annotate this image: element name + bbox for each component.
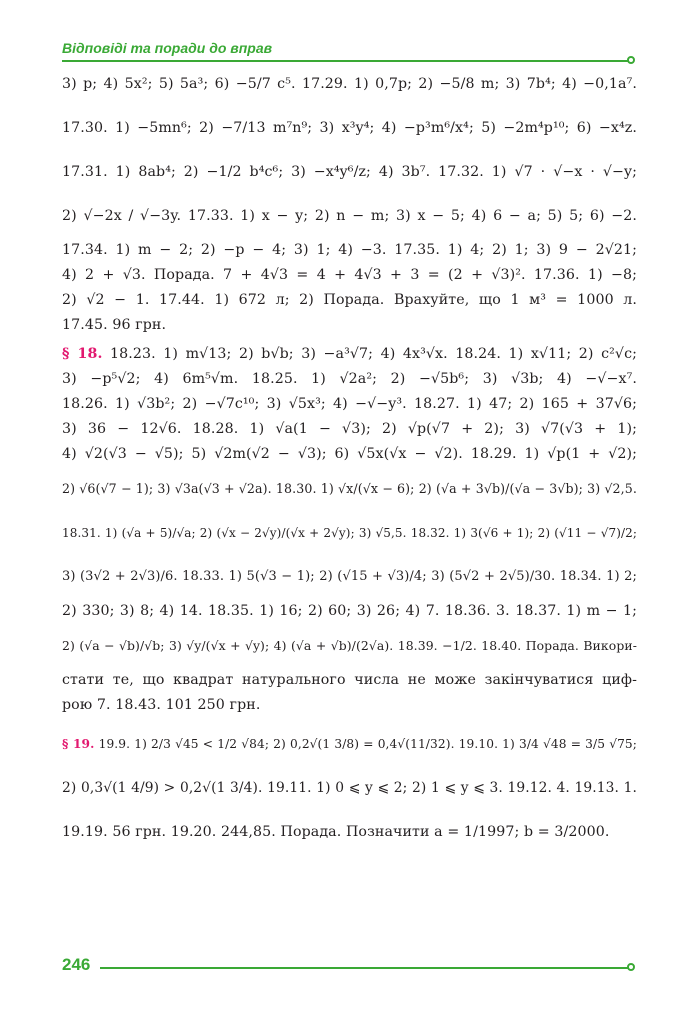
section-19-line: § 19. 19.9. 1) 2/3 √45 < 1/2 √84; 2) 0,2√(1 3/8) = 0,4√(11/32). 19.10. 1) 3/4 √48 = 3/5 √75; xyxy=(62,737,637,751)
section-18-line: § 18. 18.23. 1) m√13; 2) b√b; 3) −a³√7; 4) 4x³√x. 18.24. 1) x√11; 2) c²√c; xyxy=(62,346,637,362)
answer-line: 4) √2(√3 − √5); 5) √2m(√2 − √3); 6) √5x(√x − √2). 18.29. 1) √p(1 + √2); xyxy=(62,446,637,462)
answer-line: 2) √−2x / √−3y. 17.33. 1) x − y; 2) n − m; 3) x − 5; 4) 6 − a; 5) 5; 6) −2. xyxy=(62,208,637,224)
answers-text-block xyxy=(62,62,637,854)
answer-line: 3) 36 − 12√6. 18.28. 1) √a(1 − √3); 2) √p(√7 + 2); 3) √7(√3 + 1); xyxy=(62,421,637,437)
footer-rule xyxy=(100,967,628,969)
answer-line: 18.31. 1) (√a + 5)/√a; 2) (√x − 2√y)/(√x + 2√y); 3) √5,5. 18.32. 1) 3(√6 + 1); 2) (√11 − √7)/2; xyxy=(62,526,637,540)
answer-line: 3) −p⁵√2; 4) 6m⁵√m. 18.25. 1) √2a²; 2) −√5b⁶; 3) √3b; 4) −√−x⁷. xyxy=(62,371,637,387)
running-header-title: Відповіді та поради до вправ xyxy=(62,40,273,56)
page-number: 246 xyxy=(62,955,91,974)
answer-line: 3) (3√2 + 2√3)/6. 18.33. 1) 5(√3 − 1); 2) (√15 + √3)/4; 3) (5√2 + 2√5)/30. 18.34. 1) 2; xyxy=(62,569,637,584)
answer-line: 17.34. 1) m − 2; 2) −p − 4; 3) 1; 4) −3. 17.35. 1) 4; 2) 1; 3) 9 − 2√21; xyxy=(62,242,637,258)
answer-line: 2) 330; 3) 8; 4) 14. 18.35. 1) 16; 2) 60; 3) 26; 4) 7. 18.36. 3. 18.37. 1) m − 1; xyxy=(62,603,637,619)
answer-line: 18.26. 1) √3b²; 2) −√7c¹⁰; 3) √5x³; 4) −√−y³. 18.27. 1) 47; 2) 165 + 37√6; xyxy=(62,396,637,412)
answer-line: 4) 2 + √3. Порада. 7 + 4√3 = 4 + 4√3 + 3 = (2 + √3)². 17.36. 1) −8; xyxy=(62,267,637,283)
answer-line: 2) √6(√7 − 1); 3) √3a(√3 + √2a). 18.30. 1) √x/(√x − 6); 2) (√a + 3√b)/(√a − 3√b); 3) √2,5. xyxy=(62,481,637,496)
answer-line: стати те, що квадрат натурального числа не може закінчуватися циф- xyxy=(62,672,637,688)
section-marker: § 18. xyxy=(62,346,103,362)
answer-line: 17.30. 1) −5mn⁶; 2) −7/13 m⁷n⁹; 3) x³y⁴; 4) −p³m⁶/x⁴; 5) −2m⁴p¹⁰; 6) −x⁴z. xyxy=(62,120,637,136)
answer-line: 17.31. 1) 8ab⁴; 2) −1/2 b⁴c⁶; 3) −x⁴y⁶/z; 4) 3b⁷. 17.32. 1) √7 · √−x · √−y; xyxy=(62,164,637,180)
answer-line: рою 7. 18.43. 101 250 грн. xyxy=(62,697,261,713)
answer-line: 19.19. 56 грн. 19.20. 244,85. Порада. Позначити a = 1/1997; b = 3/2000. xyxy=(62,824,610,840)
answer-line: 17.45. 96 грн. xyxy=(62,317,167,333)
answer-line: 3) p; 4) 5x²; 5) 5a³; 6) −5/7 c⁵. 17.29. 1) 0,7p; 2) −5/8 m; 3) 7b⁴; 4) −0,1a⁷. xyxy=(62,76,637,92)
footer-rule-end-dot xyxy=(627,963,635,971)
answer-line: 2) √2 − 1. 17.44. 1) 672 л; 2) Порада. Врахуйте, що 1 м³ = 1000 л. xyxy=(62,292,637,308)
answer-line: 2) 0,3√(1 4/9) > 0,2√(1 3/4). 19.11. 1) 0 ⩽ y ⩽ 2; 2) 1 ⩽ y ⩽ 3. 19.12. 4. 19.13. 1. xyxy=(62,780,637,796)
answer-line: 2) (√a − √b)/√b; 3) √y/(√x + √y); 4) (√a + √b)/(2√a). 18.39. −1/2. 18.40. Порада. Викори- xyxy=(62,638,637,653)
section-marker: § 19. xyxy=(62,737,95,751)
